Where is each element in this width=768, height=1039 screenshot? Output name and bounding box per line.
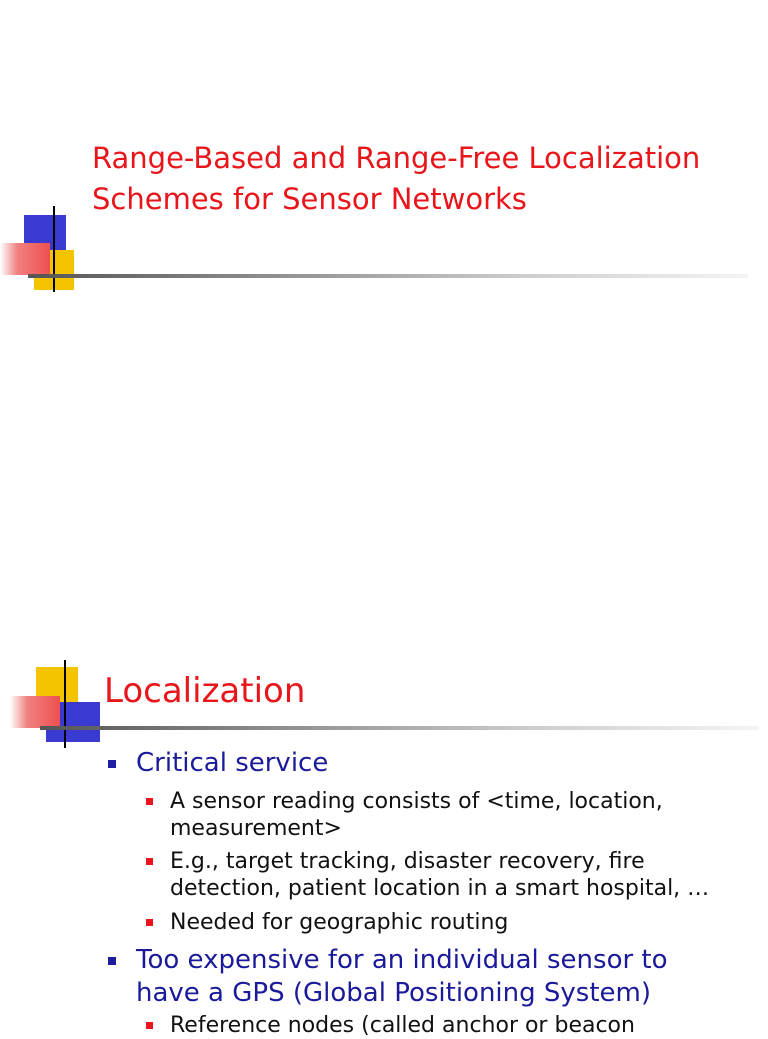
list-item xyxy=(146,788,746,842)
bullet-text: Needed for geographic routing xyxy=(170,910,509,935)
list-item xyxy=(108,944,728,1010)
page-title: Localization xyxy=(104,671,306,711)
list-item xyxy=(146,848,746,902)
red-bar-decoration xyxy=(0,243,50,275)
slide-title: Range-Based and Range-Free Localization Schemes for Sensor Networks xyxy=(92,141,701,216)
bullet-text: Reference nodes (called anchor or beacon xyxy=(170,1013,635,1038)
square-bullet-icon xyxy=(146,798,153,805)
yellow-square-decoration xyxy=(34,250,74,290)
bullet-text: Too expensive for an individual sensor to have a GPS (Global Positioning System) xyxy=(136,945,668,1008)
red-bar-decoration xyxy=(10,696,60,728)
square-bullet-icon xyxy=(146,919,153,926)
vertical-line-decoration xyxy=(53,206,55,292)
square-bullet-icon xyxy=(108,760,116,768)
bullet-text: Critical service xyxy=(136,748,329,778)
blue-square-decoration xyxy=(24,215,66,255)
square-bullet-icon xyxy=(108,957,116,965)
bullet-text: A sensor reading consists of <time, location, measurement> xyxy=(170,789,663,841)
list-item xyxy=(108,747,728,780)
yellow-square-decoration xyxy=(36,667,78,709)
blue-square-decoration xyxy=(46,702,100,742)
list-item xyxy=(146,1012,746,1039)
list-item xyxy=(146,909,746,936)
vertical-line-decoration xyxy=(64,660,66,748)
horizontal-rule xyxy=(28,274,748,278)
square-bullet-icon xyxy=(146,858,153,865)
bullet-text: E.g., target tracking, disaster recovery, fire detection, patient location in a smart hospital, … xyxy=(170,849,710,901)
square-bullet-icon xyxy=(146,1022,153,1029)
horizontal-rule xyxy=(40,726,758,730)
